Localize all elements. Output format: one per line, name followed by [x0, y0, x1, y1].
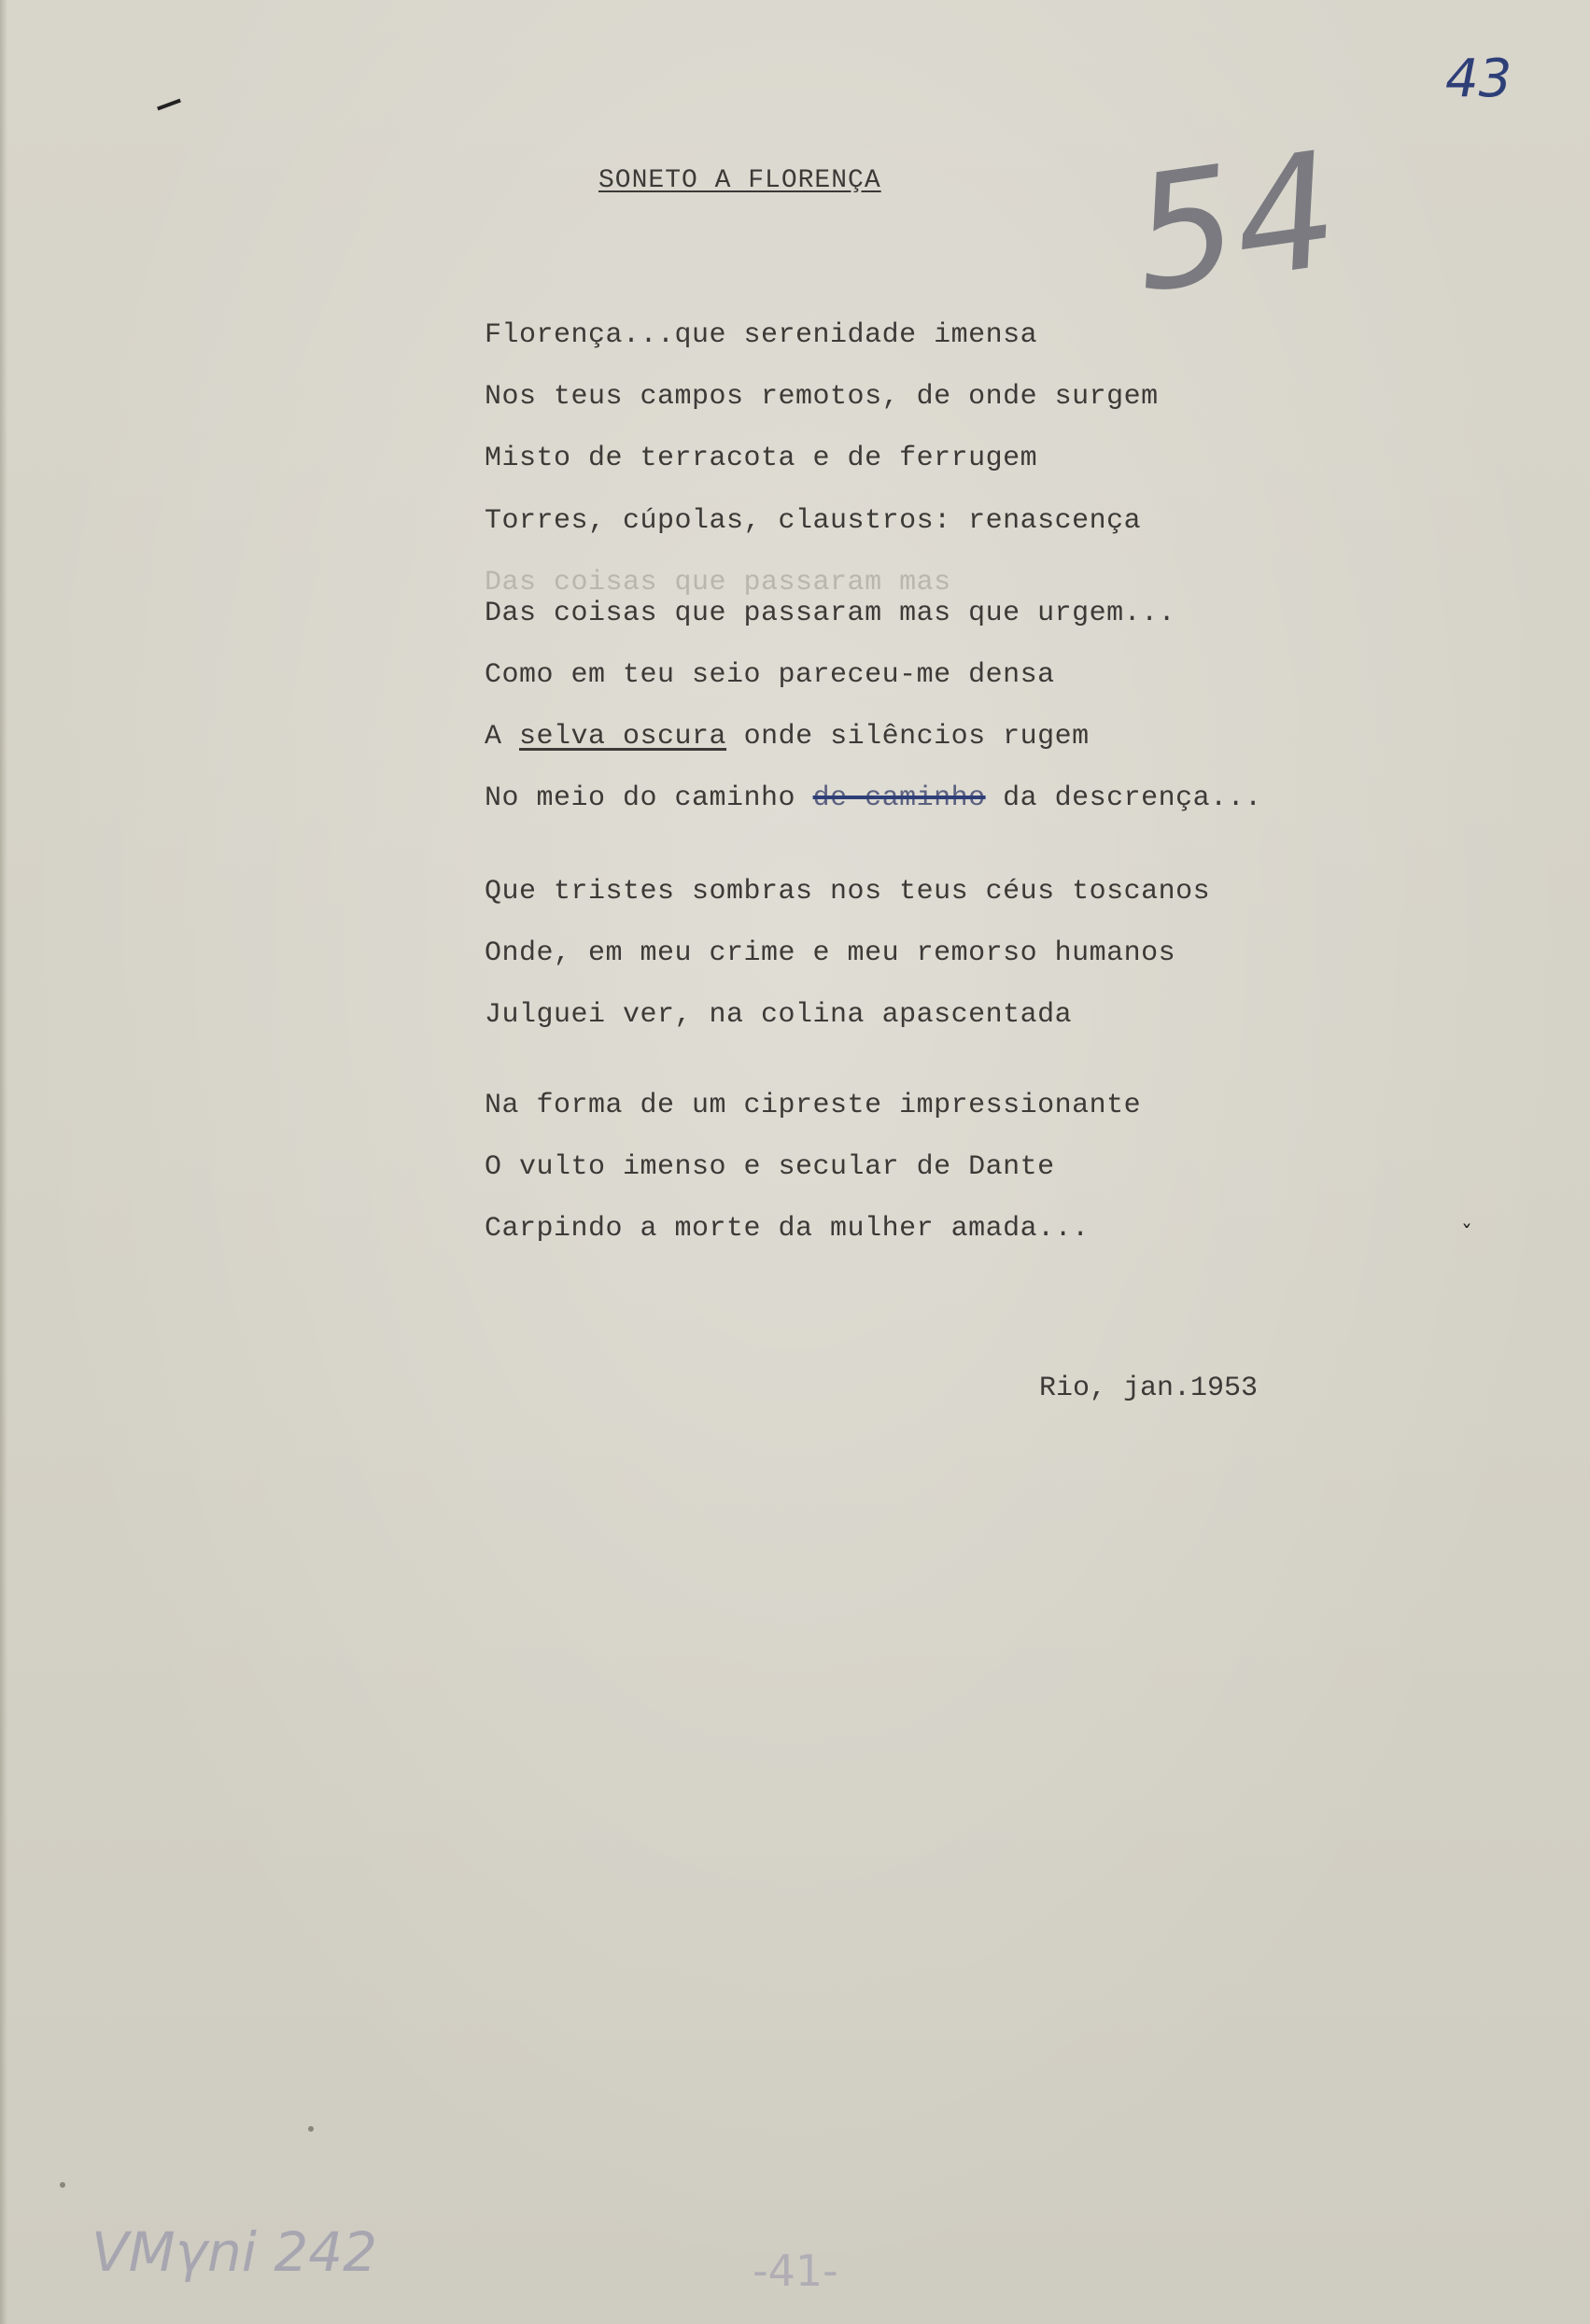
paper-spot — [60, 2182, 65, 2188]
poem-line: Torres, cúpolas, claustros: renascença — [485, 505, 1142, 537]
inventory-number: 54 — [1122, 117, 1349, 330]
archive-reference: VMγni 242 — [91, 2220, 378, 2284]
poem-line: O vulto imenso e secular de Dante — [485, 1151, 1055, 1183]
struck-phrase: de caminho — [812, 782, 986, 814]
line-prefix: No meio do caminho — [485, 782, 813, 814]
poem-line: Como em teu seio pareceu-me densa — [485, 659, 1055, 691]
page-edge — [0, 0, 7, 2324]
line-suffix: da descrença... — [985, 782, 1262, 814]
poem-line: Carpindo a morte da mulher amada... — [485, 1213, 1090, 1245]
poem-line: Florença...que serenidade imensa — [485, 319, 1038, 351]
poem-line: Na forma de um cipreste impressionante — [485, 1090, 1142, 1121]
line-suffix: onde silêncios rugem — [726, 721, 1090, 753]
page-footer-number: -41- — [753, 2246, 838, 2296]
poem-line: Das coisas que passaram mas que urgem... — [485, 598, 1176, 629]
corner-tick-mark — [157, 99, 181, 111]
poem-line: Onde, em meu crime e meu remorso humanos — [485, 937, 1176, 969]
margin-arrow-mark: ˇ — [1461, 1221, 1472, 1247]
poem-line-with-strike — [485, 782, 1262, 814]
poem-line: Misto de terracota e de ferrugem — [485, 443, 1038, 474]
place-date: Rio, jan.1953 — [1039, 1373, 1259, 1404]
poem-title: SONETO A FLORENÇA — [598, 166, 881, 195]
poem-line: Que tristes sombras nos teus céus toscanos — [485, 876, 1211, 908]
folio-number: 43 — [1445, 49, 1513, 109]
poem-line-underlined — [485, 721, 1090, 753]
paper-spot — [308, 2126, 314, 2132]
underlined-phrase: selva oscura — [519, 721, 727, 753]
poem-line: Nos teus campos remotos, de onde surgem — [485, 381, 1159, 413]
poem-line: Julguei ver, na colina apascentada — [485, 999, 1073, 1031]
line-prefix: A — [485, 721, 520, 753]
erased-line: Das coisas que passaram mas — [485, 567, 951, 599]
